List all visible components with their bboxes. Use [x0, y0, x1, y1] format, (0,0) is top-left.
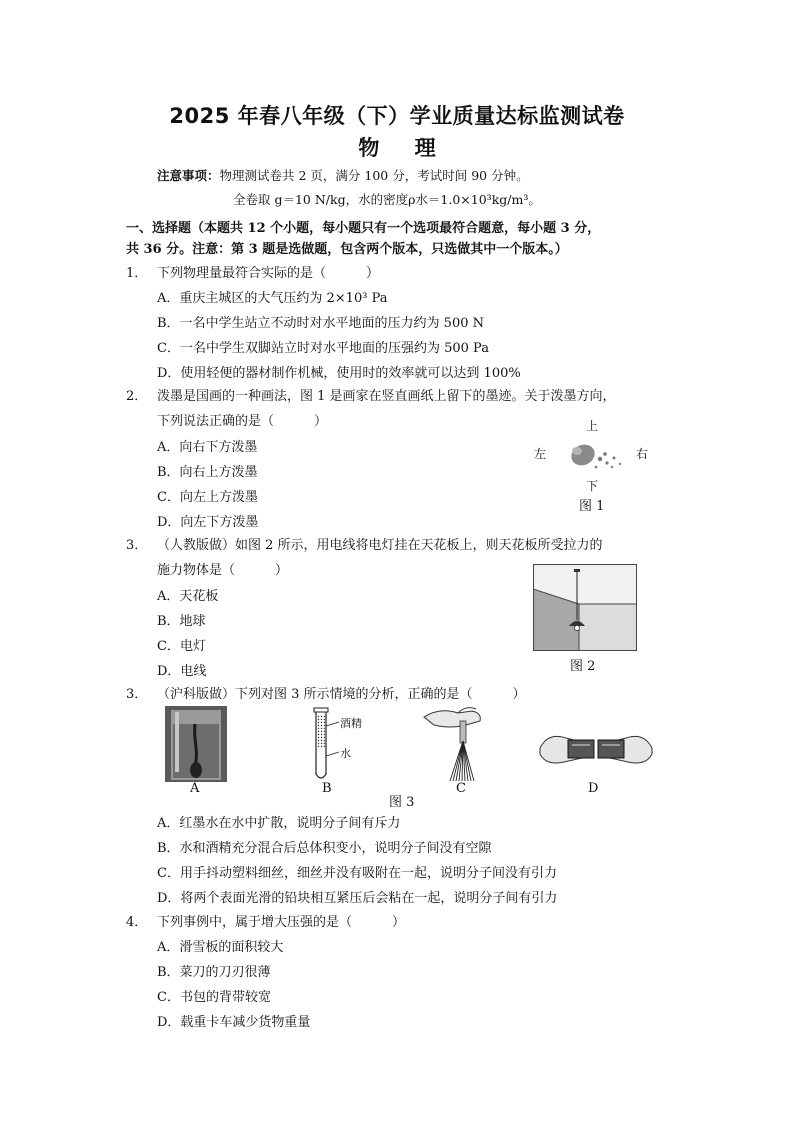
- question-3b-paren-close: ）: [512, 687, 526, 702]
- question-1-option-a: A．重庆主城区的大气压约为 2×10³ Pa: [157, 291, 388, 306]
- question-3a-number: 3．: [126, 538, 148, 553]
- figure-1-label-up: 上: [586, 419, 599, 433]
- question-2-option-a: A．向右下方泼墨: [157, 440, 258, 455]
- question-4-option-b: B．菜刀的刀刃很薄: [157, 965, 271, 980]
- subject-char-1: 物: [358, 136, 380, 160]
- figure-3-caption: 图 3: [389, 795, 415, 810]
- section-heading-line-1: [126, 217, 600, 236]
- question-2-option-c: C．向左上方泼墨: [157, 490, 258, 505]
- question-1-number: 1．: [126, 266, 148, 281]
- question-4-number: 4．: [126, 915, 148, 930]
- figure-2-caption: 图 2: [570, 659, 596, 674]
- figure-3c-plastic-strings: [420, 703, 498, 783]
- question-3a-stem-text: 施力物体是（: [157, 563, 236, 578]
- figure-3a-ink-in-water: [165, 706, 227, 782]
- figure-1-label-left: 左: [534, 447, 547, 461]
- question-3a-option-c: C．电灯: [157, 639, 206, 654]
- figure-3d-lead-blocks: [538, 728, 654, 770]
- question-3b-number: 3．: [126, 687, 148, 702]
- question-3b-stem: [157, 683, 526, 702]
- figure-3b-letter: B: [322, 781, 332, 796]
- question-1-option-d: D．使用轻便的器材制作机械，使用时的效率就可以达到 100%: [157, 366, 521, 381]
- question-2-stem-line-1: 泼墨是国画的一种画法，图 1 是画家在竖直画纸上留下的墨迹。关于泼墨方向，: [157, 389, 616, 404]
- figure-3d-letter: D: [588, 781, 599, 796]
- tube-label-alcohol: 酒精: [340, 717, 362, 730]
- subject-char-2: 理: [414, 136, 436, 160]
- question-2-paren-close: ）: [314, 414, 328, 429]
- question-2-number: 2．: [126, 389, 148, 404]
- question-3a-option-b: B．地球: [157, 614, 206, 629]
- figure-1-label-down: 下: [586, 479, 599, 493]
- figure-2-hanging-lamp: [533, 564, 637, 651]
- exam-title: 2025 年春八年级（下）学业质量达标监测试卷: [169, 104, 625, 128]
- question-3b-option-a: A．红墨水在水中扩散，说明分子间有斥力: [157, 816, 401, 831]
- question-2-option-d: D．向左下方泼墨: [157, 515, 259, 530]
- question-3b-option-c: C．用手抖动塑料细丝，细丝并没有吸附在一起，说明分子间没有引力: [157, 866, 557, 881]
- question-1-option-b: B．一名中学生站立不动时对水平地面的压力约为 500 N: [157, 316, 485, 331]
- notice-text-1: 物理测试卷共 2 页，满分 100 分，考试时间 90 分钟。: [219, 168, 529, 183]
- section-heading-text-2: 共 36 分。注意：第 3 题是选做题，包含两个版本，只选做其中一个版本。）: [126, 242, 568, 257]
- question-3a-stem-line-1: （人教版做）如图 2 所示，用电线将电灯挂在天花板上，则天花板所受拉力的: [157, 538, 603, 553]
- question-4-paren-close: ）: [392, 915, 406, 930]
- question-4-stem-text: 下列事例中，属于增大压强的是（: [157, 915, 353, 930]
- question-3a-paren-close: ）: [275, 563, 289, 578]
- question-4-stem: [157, 911, 405, 930]
- question-2-stem-line-2: [157, 410, 327, 429]
- question-1-stem-text: 下列物理量最符合实际的是（: [157, 266, 327, 281]
- notice-line-1: [157, 166, 529, 184]
- question-3a-stem-line-2: [157, 559, 288, 578]
- notice-label: 注意事项：: [157, 168, 220, 183]
- question-1-stem: [157, 262, 379, 281]
- question-3a-option-a: A．天花板: [157, 589, 219, 604]
- question-2-stem-text: 下列说法正确的是（: [157, 414, 275, 429]
- section-heading-text-1: 一、选择题（本题共 12 个小题，每小题只有一个选项最符合题意，每小题 3 分，: [126, 221, 601, 236]
- question-3a-option-d: D．电线: [157, 664, 207, 679]
- question-2-option-b: B．向右上方泼墨: [157, 465, 258, 480]
- figure-3b-test-tube: [305, 706, 365, 784]
- question-3b-option-d: D．将两个表面光滑的铅块相互紧压后会粘在一起，说明分子间有引力: [157, 891, 558, 906]
- figure-3a-letter: A: [190, 781, 200, 796]
- notice-line-2: 全卷取 g＝10 N/kg，水的密度ρ水＝1.0×10³kg/m³。: [233, 192, 541, 207]
- question-3b-option-b: B．水和酒精充分混合后总体积变小，说明分子间没有空隙: [157, 841, 492, 856]
- subject-title: [0, 132, 794, 162]
- question-4-option-a: A．滑雪板的面积较大: [157, 940, 284, 955]
- question-1-option-c: C．一名中学生双脚站立时对水平地面的压强约为 500 Pa: [157, 341, 489, 356]
- question-1-paren-close: ）: [366, 266, 380, 281]
- section-heading-line-2: [126, 238, 568, 257]
- question-4-option-d: D．载重卡车减少货物重量: [157, 1015, 311, 1030]
- tube-label-water: 水: [340, 747, 351, 760]
- question-3b-stem-text: （沪科版做）下列对图 3 所示情境的分析，正确的是（: [157, 687, 473, 702]
- figure-1-caption: 图 1: [579, 499, 605, 514]
- figure-1-label-right: 右: [636, 447, 649, 461]
- question-4-option-c: C．书包的背带较宽: [157, 990, 271, 1005]
- figure-3c-letter: C: [456, 781, 466, 796]
